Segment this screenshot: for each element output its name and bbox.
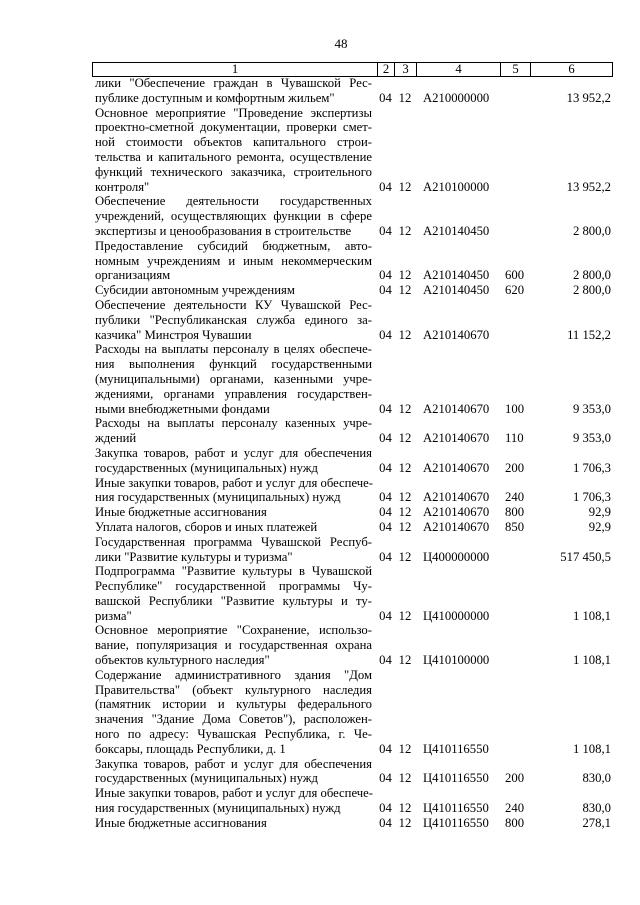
description-line: государственных (муниципальных) нужд [95,460,318,475]
description-line: Обеспечение деятельности КУ Чувашской Рес- [95,297,372,312]
table-row [92,757,612,787]
row-section-code: 04 [379,741,392,756]
row-amount: 830,0 [582,801,611,816]
row-subsection-code: 12 [398,815,412,830]
row-section-code: 04 [379,327,392,342]
row-subsection-code: 12 [398,771,412,786]
row-expense-type [500,742,530,757]
description-line: ждениями, органами управления государствен- [95,386,372,401]
description-line: Государственная программа Чувашской Респуб- [95,534,372,549]
row-expense-type [500,609,530,624]
row-expense-type [500,328,530,343]
table-row [92,194,612,238]
row-section-code: 04 [379,505,392,520]
description-line: функций технического заказчика, строительного [95,164,372,179]
description-line: ного по адресу: Чувашская Республика, г. Че- [95,727,372,742]
row-amount: 13 952,2 [566,90,611,105]
description-line: Расходы на выплаты персоналу в целях обеспече- [95,342,372,357]
row-target-article: А210100000 [423,179,490,194]
table-row [92,239,612,283]
row-target-article: А210140450 [423,268,490,283]
row-target-article: Ц410116550 [423,815,489,830]
table-row [92,623,612,667]
row-section-code: 04 [379,268,392,283]
description-line: ждений [95,431,137,446]
row-target-article: Ц410100000 [423,653,490,668]
row-section-code: 04 [379,460,392,475]
table-row [92,520,612,535]
row-subsection-code: 12 [398,268,412,283]
row-amount: 92,9 [588,519,611,534]
row-subsection-code: 12 [398,179,412,194]
row-subsection-code: 12 [398,549,412,564]
description-line: казчика" Минстроя Чувашии [95,327,252,342]
description-line: экспертизы и ценообразования в строительстве [95,223,352,238]
description-line: государственных (муниципальных) нужд [95,771,318,786]
row-section-code: 04 [379,801,392,816]
header-row [93,63,613,77]
row-description [92,623,377,667]
row-subsection-code: 12 [398,741,412,756]
description-line: Субсидии автономным учреждениям [95,283,295,298]
description-line: публике доступным и комфортным жильем" [95,90,335,105]
row-expense-type: 600 [505,268,525,283]
row-target-article: А210140450 [423,223,490,238]
row-target-article: Ц400000000 [423,549,490,564]
description-line: Обеспечение деятельности государственных [95,194,372,209]
row-description [92,416,377,446]
description-line: учреждений, осуществляющих функции в сфере [95,209,372,224]
table-row [92,816,612,831]
row-target-article: А210140670 [423,490,490,505]
description-line: тельства и капитального ремонта, осуществление [95,149,372,164]
row-expense-type: 110 [505,431,524,446]
description-line: ния государственных (муниципальных) нужд [95,801,341,816]
row-target-article: Ц410116550 [423,771,489,786]
description-line: Содержание административного здания "Дом [95,667,372,682]
row-amount: 1 706,3 [572,460,611,475]
description-line: лики "Обеспечение граждан в Чувашской Рес- [95,76,372,90]
description-line: Расходы на выплаты персоналу казенных учре- [95,416,372,431]
description-line: Предоставление субсидий бюджетным, авто- [95,238,372,253]
table-row [92,416,612,446]
row-expense-type: 800 [505,505,525,520]
description-line: ными внебюджетными фондами [95,401,270,416]
row-target-article: Ц410000000 [423,608,490,623]
table-row [92,786,612,816]
row-subsection-code: 12 [398,401,412,416]
row-target-article: А210000000 [423,90,490,105]
row-target-article: А210140670 [423,401,490,416]
row-amount: 517 450,5 [560,549,611,564]
description-line: Уплата налогов, сборов и иных платежей [95,519,318,534]
table-row [92,476,612,506]
row-amount: 13 952,2 [566,179,611,194]
row-description [92,283,377,298]
row-section-code: 04 [379,771,392,786]
description-line: (муниципальными) органами, казенными учре- [95,371,372,386]
row-section-code: 04 [379,815,392,830]
row-subsection-code: 12 [398,608,412,623]
header-col-6: 6 [531,63,613,77]
row-expense-type: 800 [505,815,525,830]
description-line: ной стоимости объектов капитального строи- [95,135,372,150]
description-line: вание, популяризация и государственная охрана [95,638,372,653]
row-description [92,76,377,106]
table-row [92,76,612,106]
row-description [92,816,377,831]
row-section-code: 04 [379,608,392,623]
row-expense-type: 620 [505,283,525,298]
row-target-article: Ц410116550 [423,801,489,816]
row-subsection-code: 12 [398,460,412,475]
row-expense-type: 200 [505,460,525,475]
row-amount: 9 353,0 [572,431,611,446]
row-description [92,668,377,757]
header-col-5: 5 [501,63,531,77]
row-expense-type: 240 [505,490,525,505]
table-row [92,668,612,757]
row-description [92,535,377,565]
row-subsection-code: 12 [398,505,412,520]
row-amount: 278,1 [582,815,611,830]
description-line: публики "Республиканская служба единого за- [95,312,372,327]
row-amount: 2 800,0 [572,223,611,238]
row-amount: 1 706,3 [572,490,611,505]
description-line: ния государственных (муниципальных) нужд [95,490,341,505]
row-description [92,446,377,476]
row-section-code: 04 [379,431,392,446]
description-line: ризма" [95,608,132,623]
row-description [92,520,377,535]
row-description [92,194,377,238]
row-section-code: 04 [379,490,392,505]
row-expense-type: 240 [505,801,525,816]
description-line: лики "Развитие культуры и туризма" [95,549,293,564]
row-section-code: 04 [379,653,392,668]
description-line: проектно-сметной документации, проверки смет- [95,120,372,135]
description-line: номным учреждениям и иным некоммерческим [95,253,372,268]
row-amount: 2 800,0 [572,283,611,298]
description-line: Основное мероприятие "Проведение экспертизы [95,105,372,120]
row-expense-type [500,180,530,195]
row-target-article: А210140670 [423,460,490,475]
description-line: организациям [95,268,171,283]
row-expense-type [500,224,530,239]
row-subsection-code: 12 [398,223,412,238]
table-row [92,342,612,416]
row-expense-type [500,653,530,668]
header-col-2: 2 [378,63,395,77]
table-header [92,62,613,77]
row-target-article: А210140670 [423,431,490,446]
row-section-code: 04 [379,90,392,105]
row-amount: 2 800,0 [572,268,611,283]
row-section-code: 04 [379,179,392,194]
row-target-article: А210140670 [423,327,490,342]
row-target-article: А210140670 [423,519,490,534]
page-number: 48 [334,36,348,51]
description-line: боксары, площадь Республики, д. 1 [95,741,286,756]
row-description [92,298,377,342]
row-subsection-code: 12 [398,519,412,534]
row-amount: 9 353,0 [572,401,611,416]
row-description [92,505,377,520]
row-expense-type [500,550,530,565]
row-description [92,476,377,506]
table-row [92,283,612,298]
row-description [92,239,377,283]
row-section-code: 04 [379,283,392,298]
row-amount: 830,0 [582,771,611,786]
table-row [92,446,612,476]
description-line: Иные бюджетные ассигнования [95,815,267,830]
row-description [92,106,377,195]
row-amount: 1 108,1 [572,741,611,756]
row-amount: 11 152,2 [567,327,611,342]
description-line: Основное мероприятие "Сохранение, использо- [95,623,372,638]
row-expense-type [500,91,530,106]
row-subsection-code: 12 [398,431,412,446]
header-col-3: 3 [395,63,417,77]
header-col-1: 1 [93,63,378,77]
row-target-article: Ц410116550 [423,741,489,756]
description-line: Иные закупки товаров, работ и услуг для обеспече- [95,475,374,490]
row-section-code: 04 [379,223,392,238]
row-target-article: А210140450 [423,283,490,298]
row-description [92,757,377,787]
description-line: Иные закупки товаров, работ и услуг для обеспече- [95,786,374,801]
description-line: (памятник истории и культуры федерального [95,697,372,712]
row-subsection-code: 12 [398,327,412,342]
row-section-code: 04 [379,549,392,564]
row-amount: 1 108,1 [572,608,611,623]
table-row [92,535,612,565]
row-description [92,786,377,816]
row-subsection-code: 12 [398,490,412,505]
table-body [92,76,612,831]
table-row [92,106,612,195]
description-line: Подпрограмма "Развитие культуры в Чувашской [95,564,372,579]
row-subsection-code: 12 [398,653,412,668]
description-line: объектов культурного наследия" [95,653,270,668]
row-description [92,564,377,623]
description-line: вашской Республики "Развитие культуры и ту- [95,593,372,608]
table-row [92,564,612,623]
row-subsection-code: 12 [398,801,412,816]
row-amount: 92,9 [588,505,611,520]
description-line: Иные бюджетные ассигнования [95,505,267,520]
row-target-article: А210140670 [423,505,490,520]
row-expense-type: 100 [505,401,525,416]
row-expense-type: 200 [505,771,525,786]
row-amount: 1 108,1 [572,653,611,668]
row-subsection-code: 12 [398,283,412,298]
header-col-4: 4 [417,63,501,77]
row-subsection-code: 12 [398,90,412,105]
table-row [92,505,612,520]
description-line: Правительства" (объект культурного наследия [95,682,372,697]
description-line: ния выполнения функций государственными [95,357,372,372]
description-line: значения "Здание Дома Советов"), расположен- [95,712,372,727]
row-section-code: 04 [379,401,392,416]
row-section-code: 04 [379,519,392,534]
description-line: Республике" государственной программы Чу- [95,579,372,594]
description-line: Закупка товаров, работ и услуг для обеспечения [95,445,372,460]
row-description [92,342,377,416]
description-line: Закупка товаров, работ и услуг для обеспечения [95,756,372,771]
description-line: контроля" [95,179,150,194]
row-expense-type: 850 [505,519,525,534]
table-row [92,298,612,342]
